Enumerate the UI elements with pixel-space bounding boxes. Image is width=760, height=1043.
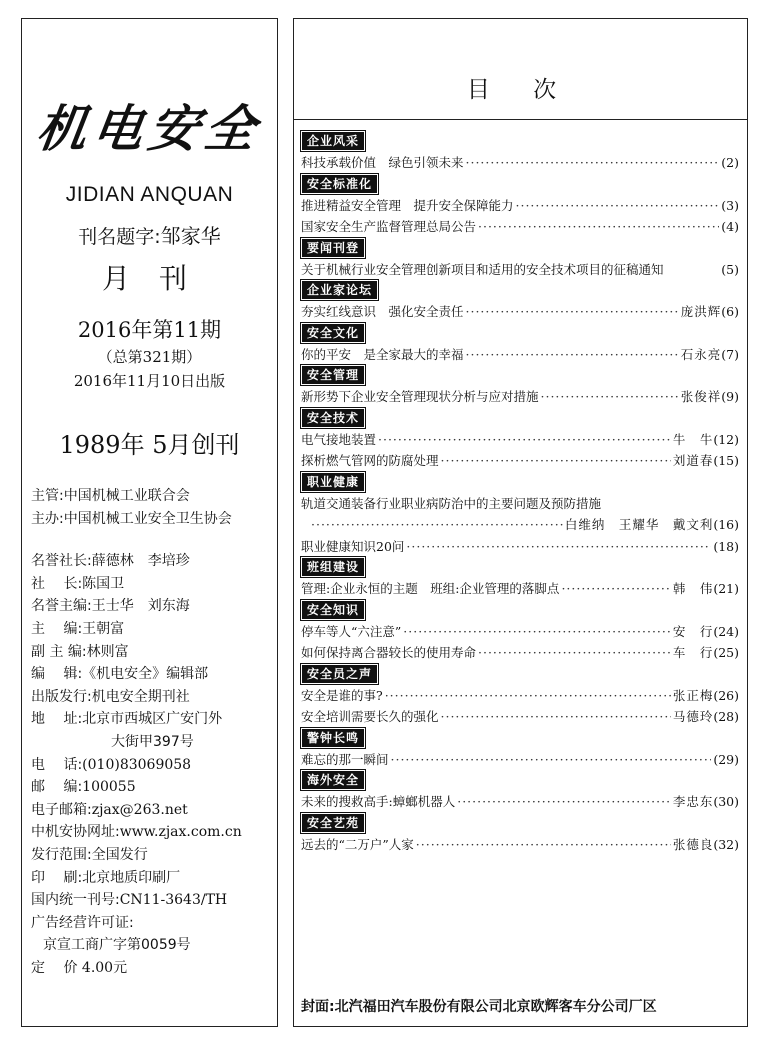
dot-leader (385, 685, 671, 707)
frequency: 月 刊 (102, 262, 197, 295)
toc-entry-meta (713, 749, 739, 771)
calligraphy-credit (22, 220, 277, 249)
toc-entry-author: 庞洪辉 (680, 304, 722, 319)
toc-entry-title: 职业健康知识20问 (301, 538, 405, 554)
toc-section-label: 班组建设 (301, 557, 365, 577)
toc-entry-page: (28) (713, 709, 739, 724)
dot-leader (311, 514, 563, 536)
toc-section-label: 警钟长鸣 (301, 728, 365, 748)
toc-entry-author: 张俊祥 (680, 389, 722, 404)
toc-entry-page: (18) (713, 538, 739, 554)
toc-section-header (301, 664, 739, 684)
toc-section-header (301, 472, 739, 492)
toc-entry-author: 张正梅 (672, 687, 714, 703)
toc-entry-meta (721, 259, 739, 281)
website-value: www.zjax.com.cn (119, 824, 242, 841)
dot-leader (466, 301, 679, 323)
toc-entry-meta (713, 536, 739, 558)
dot-leader (466, 152, 720, 174)
toc-section-header (301, 174, 739, 194)
toc-entry-meta (673, 685, 739, 707)
toc-entry[interactable] (301, 749, 739, 771)
toc-entry[interactable] (301, 216, 739, 238)
toc-entry-meta (673, 791, 739, 813)
phone-value: (010)83069058 (82, 756, 192, 773)
postcode-value: 100055 (82, 779, 136, 796)
dot-leader (403, 621, 671, 643)
toc-entry-title: 安全是谁的事? (301, 687, 383, 703)
toc-entry[interactable] (301, 706, 739, 728)
toc-entry-title: 安全培训需要长久的强化 (301, 709, 439, 724)
toc-entry-author: 刘道春 (672, 453, 714, 468)
toc-entry[interactable] (301, 514, 739, 536)
toc-entry[interactable] (301, 259, 739, 281)
toc-section-header (301, 323, 739, 343)
toc-entry-author: 牛 牛 (672, 431, 714, 447)
toc-entry-page: (24) (713, 623, 739, 639)
toc-entry-title: 探析燃气管网的防腐处理 (301, 453, 439, 468)
toc-entry-page: (32) (713, 836, 739, 852)
toc-section-label: 要闻刊登 (301, 238, 365, 258)
toc-entry-meta (673, 621, 739, 643)
toc-entry-page: (21) (713, 581, 739, 596)
toc-entry-title: 停车等人“六注意” (301, 623, 402, 639)
dot-leader (541, 386, 679, 408)
toc-section-label: 企业家论坛 (301, 280, 378, 300)
toc-section-header (301, 770, 739, 790)
toc-entry-meta (721, 216, 739, 238)
toc-entry-meta (681, 344, 739, 366)
toc-section-header (301, 728, 739, 748)
postcode (31, 776, 276, 799)
founded-date: 1989年 5月创刊 (59, 431, 240, 459)
price-value: 4.00元 (81, 959, 128, 976)
journal-pinyin: JIDIAN ANQUAN (65, 183, 234, 206)
toc-entry-meta (681, 301, 739, 323)
toc-section-header (301, 280, 739, 300)
toc-title: 目 次 (466, 77, 575, 103)
toc-entry[interactable] (301, 791, 739, 813)
publisher: 出版发行:机电安全期刊社 (31, 688, 190, 705)
toc-entry-title: 你的平安 是全家最大的幸福 (301, 346, 464, 362)
toc-entry-meta (721, 152, 739, 174)
toc-entry-title: 难忘的那一瞬间 (301, 751, 389, 767)
toc-entry-page: (9) (721, 389, 739, 404)
issn (31, 889, 276, 912)
toc-entry-page: (6) (721, 304, 739, 319)
toc-entry-title: 推进精益安全管理 提升安全保障能力 (301, 197, 514, 213)
toc-entry-page: (2) (721, 155, 739, 170)
toc-entry-meta (673, 706, 739, 728)
address-line-1: 北京市西城区广安门外 (82, 711, 223, 728)
address (31, 708, 276, 731)
phone-label: 电 话: (31, 756, 83, 773)
toc-entry-page: (26) (713, 687, 739, 703)
publication-date: 2016年11月10日出版 (73, 372, 226, 390)
editorial-department: 编 辑:《机电安全》编辑部 (31, 666, 209, 683)
dot-leader (466, 344, 679, 366)
toc-entry[interactable] (301, 450, 739, 472)
chief-editor: 主 编:王朝富 (31, 620, 125, 637)
toc-entry-title: 关于机械行业安全管理创新项目和适用的安全技术项目的征稿通知 (301, 261, 664, 277)
dot-leader (416, 834, 671, 856)
masthead-panel (21, 18, 278, 1027)
toc-section-label: 安全文化 (301, 323, 365, 343)
toc-entry-author: 马德玲 (672, 709, 714, 724)
toc-section-label: 职业健康 (301, 472, 365, 492)
toc-section-header (301, 365, 739, 385)
toc-header (294, 19, 747, 120)
website (31, 821, 276, 844)
toc-entry[interactable] (301, 301, 739, 323)
toc-entry[interactable] (301, 386, 739, 408)
toc-entry-author: 白维纳 王耀华 戴文利 (564, 517, 714, 532)
toc-section-label: 海外安全 (301, 770, 365, 790)
dot-leader (457, 791, 671, 813)
toc-entry-meta (673, 429, 739, 451)
toc-entry-page: (12) (713, 431, 739, 447)
toc-entry-title: 管理:企业永恒的主题 班组:企业管理的落脚点 (301, 581, 560, 596)
toc-entry-page: (3) (721, 197, 739, 213)
toc-entry[interactable] (301, 429, 739, 451)
supervisor: 主管:中国机械工业联合会 (31, 488, 190, 504)
toc-entry-author: 安 行 (672, 623, 714, 639)
toc-section-header (301, 557, 739, 577)
toc-entry-author: 石永亮 (680, 346, 722, 362)
toc-entry[interactable] (301, 621, 739, 643)
toc-section-label: 安全技术 (301, 408, 365, 428)
toc-entry-title: 远去的“二万户”人家 (301, 836, 414, 852)
address-label: 地 址: (31, 711, 83, 728)
toc-entry-page: (4) (721, 219, 739, 234)
toc-entry-page: (25) (713, 645, 739, 660)
dot-leader (406, 536, 711, 558)
toc-section-header (301, 238, 739, 258)
toc-entry-title: 科技承载价值 绿色引领未来 (301, 155, 464, 170)
ad-license: 京宣工商广字第0059号 (43, 937, 191, 954)
toc-entry-author: 李忠东 (672, 794, 714, 809)
website-label: 中机安协网址: (31, 824, 120, 841)
toc-entry-page: (15) (713, 453, 739, 468)
toc-section-label: 安全管理 (301, 365, 365, 385)
price-label: 定 价 (31, 959, 78, 976)
publication-info (31, 485, 276, 979)
toc-entry[interactable] (301, 578, 739, 600)
toc-section-label: 安全员之声 (301, 664, 378, 684)
dot-leader (516, 195, 720, 217)
toc-entry[interactable] (301, 344, 739, 366)
toc-list (301, 131, 739, 855)
dot-leader (478, 216, 719, 238)
deputy-editor: 副 主 编:林则富 (31, 643, 129, 660)
toc-entry-meta (681, 386, 739, 408)
journal-logo: 机电安全 (32, 99, 266, 158)
postcode-label: 邮 编: (31, 779, 83, 796)
toc-entry-meta (673, 642, 739, 664)
toc-panel (293, 18, 748, 1027)
dot-leader (561, 578, 670, 600)
toc-section-label: 企业风采 (301, 131, 365, 151)
toc-entry-title: 轨道交通装备行业职业病防治中的主要问题及预防措施 (301, 495, 602, 511)
toc-entry-page: (29) (713, 751, 739, 767)
printer: 印 刷:北京地质印刷厂 (31, 869, 181, 886)
dot-leader (441, 450, 671, 472)
dot-leader (441, 706, 671, 728)
toc-entry-author: 车 行 (672, 645, 714, 660)
toc-entry[interactable] (301, 685, 739, 707)
dot-leader (378, 429, 671, 451)
toc-entry-title: 未来的搜救高手:蟑螂机器人 (301, 794, 456, 809)
price (31, 957, 276, 980)
toc-entry[interactable] (301, 642, 739, 664)
toc-section-header (301, 600, 739, 620)
phone (31, 754, 276, 777)
email-value: zjax@263.net (91, 801, 188, 818)
toc-entry-author: 张德良 (672, 836, 714, 852)
dot-leader (478, 642, 671, 664)
toc-entry-meta (721, 195, 739, 217)
toc-entry-page: (7) (721, 346, 739, 362)
director: 社 长:陈国卫 (31, 575, 125, 592)
toc-section-header (301, 408, 739, 428)
dot-leader (391, 749, 712, 771)
toc-entry-author: 韩 伟 (672, 581, 714, 596)
toc-entry[interactable] (301, 536, 739, 558)
toc-entry-title: 国家安全生产监督管理总局公告 (301, 219, 477, 234)
total-issue: （总第321期） (97, 348, 202, 366)
toc-entry[interactable] (301, 195, 739, 217)
email (31, 799, 276, 822)
toc-entry-page: (16) (713, 517, 739, 532)
toc-entry[interactable] (301, 152, 739, 174)
issn-label: 国内统一刊号: (31, 892, 120, 909)
ad-license-label: 广告经营许可证: (31, 914, 134, 931)
toc-entry-meta (565, 514, 739, 536)
toc-entry-title: 电气接地装置 (301, 431, 377, 447)
issue-number: 2016年第11期 (77, 318, 222, 342)
calligraphy-label: 刊名题字: (78, 226, 161, 248)
calligraphy-name: 邹家华 (160, 224, 221, 248)
toc-entry-title: 夯实红线意识 强化安全责任 (301, 304, 464, 319)
toc-entry-meta (673, 578, 739, 600)
toc-entry-page: (30) (713, 794, 739, 809)
toc-entry-page: (5) (721, 261, 739, 277)
honorary-director: 名誉社长:薛德林 李培珍 (31, 553, 190, 570)
toc-entry[interactable] (301, 493, 739, 515)
toc-section-label: 安全艺苑 (301, 813, 365, 833)
toc-entry-title: 如何保持离合器较长的使用寿命 (301, 645, 477, 660)
distribution: 发行范围:全国发行 (31, 846, 148, 863)
toc-section-label: 安全标准化 (301, 174, 378, 194)
honorary-editor: 名誉主编:王士华 刘东海 (31, 598, 190, 615)
toc-entry-meta (673, 450, 739, 472)
address-line-2: 大街甲397号 (111, 733, 194, 750)
toc-section-label: 安全知识 (301, 600, 365, 620)
email-label: 电子邮箱: (31, 801, 92, 818)
toc-entry-meta (673, 834, 739, 856)
sponsor: 主办:中国机械工业安全卫生协会 (31, 510, 232, 527)
toc-section-header (301, 131, 739, 151)
cover-caption: 封面:北汽福田汽车股份有限公司北京欧辉客车分公司厂区 (301, 999, 657, 1015)
toc-entry-title: 新形势下企业安全管理现状分析与应对措施 (301, 389, 539, 404)
issn-value: CN11-3643/TH (119, 892, 228, 909)
toc-section-header (301, 813, 739, 833)
toc-entry[interactable] (301, 834, 739, 856)
